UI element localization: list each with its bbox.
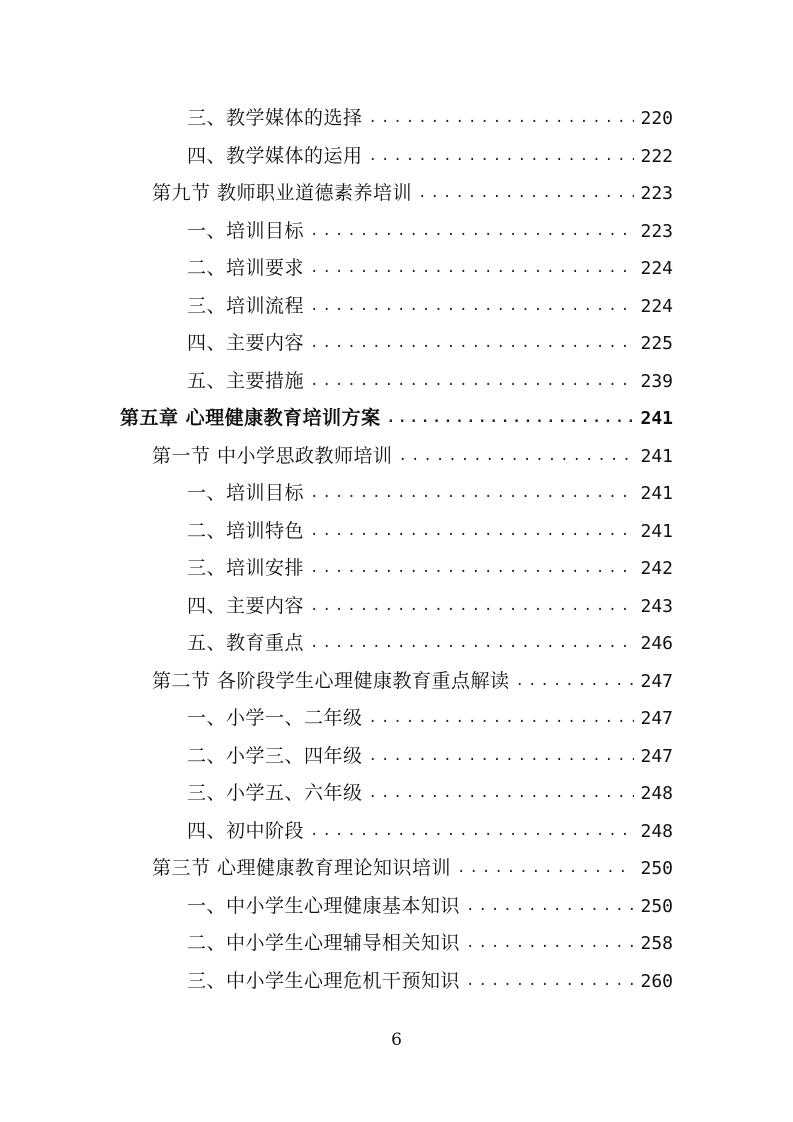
toc-entry-page: 247 <box>640 708 673 729</box>
toc-entry[interactable] <box>187 925 673 962</box>
dot-leader <box>369 700 635 737</box>
toc-entry-title: 一、中小学生心理健康基本知识 <box>187 894 461 917</box>
toc-entry-title: 一、培训目标 <box>187 482 305 504</box>
toc-entry[interactable] <box>187 138 673 175</box>
dot-leader <box>369 775 635 812</box>
dot-leader <box>369 138 635 175</box>
dot-leader <box>310 363 634 400</box>
toc-entry-page: 220 <box>640 108 673 129</box>
toc-entry-page: 224 <box>640 258 673 279</box>
dot-leader <box>310 550 634 587</box>
toc-entry-title: 三、培训安排 <box>187 557 305 579</box>
toc-entry[interactable] <box>187 963 673 1000</box>
toc-entry[interactable] <box>187 475 673 512</box>
dot-leader <box>310 288 634 325</box>
toc-entry-page: 241 <box>640 520 673 542</box>
dot-leader <box>457 850 634 887</box>
dot-leader <box>418 175 634 212</box>
toc-entry-page: 223 <box>640 220 673 242</box>
toc-entry-page: 246 <box>640 633 673 654</box>
toc-entry-page: 247 <box>640 670 673 692</box>
dot-leader <box>310 625 634 662</box>
dot-leader <box>399 438 635 475</box>
toc-entry-title: 四、主要内容 <box>187 332 305 354</box>
toc-entry-page: 250 <box>640 895 673 917</box>
toc-entry-title: 三、培训流程 <box>187 294 305 317</box>
toc-entry-title: 三、中小学生心理危机干预知识 <box>187 969 461 992</box>
toc-entry-page: 258 <box>640 933 673 954</box>
toc-entry[interactable] <box>187 625 673 662</box>
dot-leader <box>369 738 635 775</box>
toc-chapter-entry[interactable] <box>120 400 673 437</box>
page-number: 6 <box>391 1030 402 1050</box>
toc-entry-title: 四、初中阶段 <box>187 819 305 842</box>
dot-leader <box>310 588 634 625</box>
toc-entry-page: 241 <box>640 408 673 429</box>
toc-entry-page: 239 <box>640 370 673 392</box>
dot-leader <box>310 250 634 287</box>
toc-entry-page: 223 <box>640 183 673 204</box>
toc-entry-page: 247 <box>640 745 673 767</box>
toc-entry-title: 三、小学五、六年级 <box>187 782 363 804</box>
dot-leader <box>310 213 634 250</box>
toc-entry-title: 三、教学媒体的选择 <box>187 107 363 129</box>
toc-entry-page: 222 <box>640 145 673 167</box>
toc-entry-page: 260 <box>640 970 673 992</box>
toc-entry-title: 四、教学媒体的运用 <box>187 144 363 167</box>
dot-leader <box>310 513 634 550</box>
toc-entry[interactable] <box>152 850 673 887</box>
dot-leader <box>310 325 634 362</box>
toc-entry[interactable] <box>187 588 673 625</box>
toc-entry-page: 241 <box>640 483 673 504</box>
toc-entry-page: 225 <box>640 333 673 354</box>
toc-entry[interactable] <box>187 700 673 737</box>
toc-entry[interactable] <box>187 738 673 775</box>
toc-entry[interactable] <box>187 775 673 812</box>
toc-entry-title: 二、培训特色 <box>187 519 305 542</box>
toc-entry[interactable] <box>152 663 673 700</box>
toc-entry[interactable] <box>152 438 673 475</box>
toc-entry-title: 五、主要措施 <box>187 369 305 392</box>
toc-entry-page: 242 <box>640 558 673 579</box>
toc-entry-title: 二、中小学生心理辅导相关知识 <box>187 932 461 954</box>
dot-leader <box>369 100 635 137</box>
toc-entry-title: 第三节 心理健康教育理论知识培训 <box>152 857 452 879</box>
dot-leader <box>516 663 635 700</box>
toc-entry-title: 四、主要内容 <box>187 594 305 617</box>
toc-entry[interactable] <box>187 288 673 325</box>
toc-entry-title: 二、小学三、四年级 <box>187 744 363 767</box>
toc-entry[interactable] <box>187 100 673 137</box>
dot-leader <box>310 813 634 850</box>
toc-entry-page: 224 <box>640 295 673 317</box>
toc-entry[interactable] <box>187 363 673 400</box>
toc-entry[interactable] <box>187 325 673 362</box>
dot-leader <box>466 925 634 962</box>
toc-entry-title: 一、培训目标 <box>187 219 305 242</box>
toc-entry-page: 248 <box>640 783 673 804</box>
toc-entry-title: 一、小学一、二年级 <box>187 707 363 729</box>
toc-entry-title: 五、教育重点 <box>187 632 305 654</box>
dot-leader <box>310 475 634 512</box>
toc-entry-title: 第五章 心理健康教育培训方案 <box>120 407 381 429</box>
toc-entry-title: 第九节 教师职业道德素养培训 <box>152 182 413 204</box>
toc-entry[interactable] <box>187 513 673 550</box>
toc-entry[interactable] <box>187 213 673 250</box>
toc-entry-page: 241 <box>640 445 673 467</box>
toc-entry-page: 248 <box>640 820 673 842</box>
dot-leader <box>387 400 635 437</box>
toc-entry[interactable] <box>187 813 673 850</box>
toc-entry-title: 第二节 各阶段学生心理健康教育重点解读 <box>152 669 510 692</box>
toc-entry[interactable] <box>187 888 673 925</box>
toc-entry-page: 250 <box>640 858 673 879</box>
toc-entry[interactable] <box>152 175 673 212</box>
dot-leader <box>466 888 634 925</box>
toc-entry-title: 二、培训要求 <box>187 257 305 279</box>
toc-entry[interactable] <box>187 550 673 587</box>
dot-leader <box>466 963 634 1000</box>
toc-entry[interactable] <box>187 250 673 287</box>
toc-entry-page: 243 <box>640 595 673 617</box>
toc-entry-title: 第一节 中小学思政教师培训 <box>152 444 393 467</box>
